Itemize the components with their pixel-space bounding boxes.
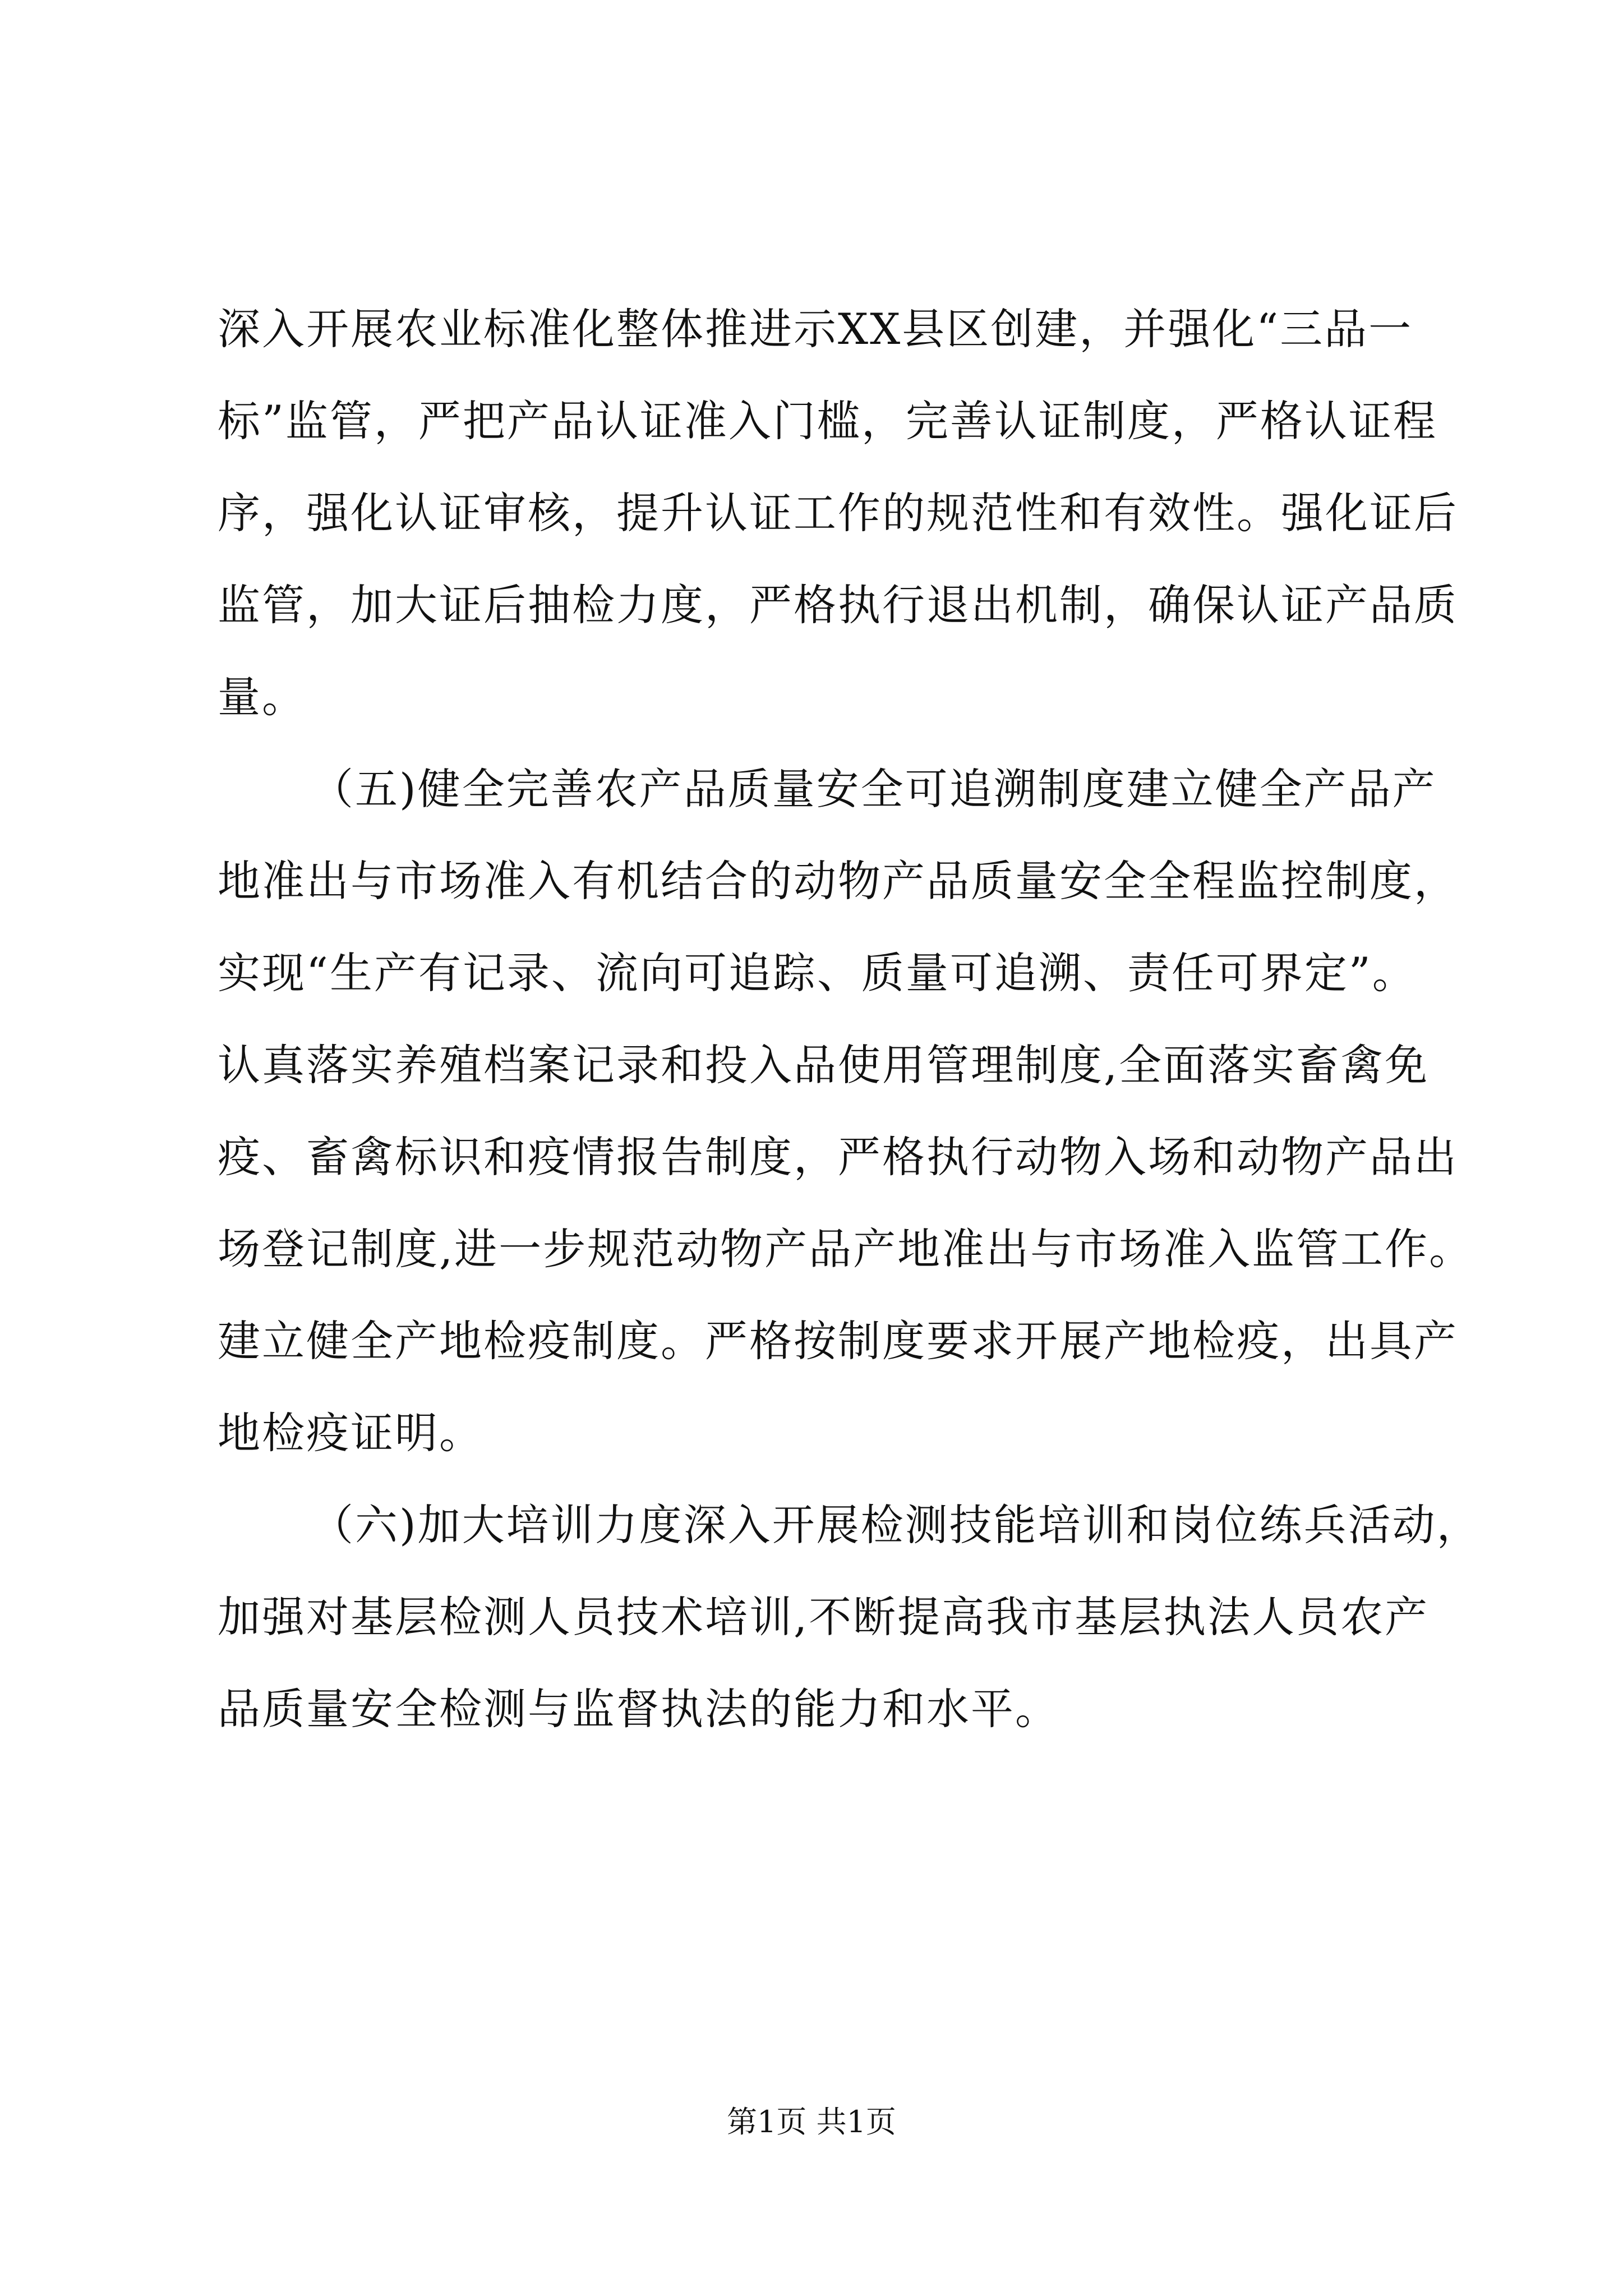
paragraph-line: 疫、畜禽标识和疫情报告制度，严格执行动物入场和动物产品出 <box>218 1132 1458 1182</box>
paragraph-line: 地检疫证明。 <box>218 1408 483 1458</box>
section-6-heading-line: （六)加大培训力度深入开展检测技能培训和岗位练兵活动， <box>311 1500 1481 1550</box>
paragraph-line: 量。 <box>218 672 306 722</box>
paragraph-line: 实现“生产有记录、流向可追踪、质量可追溯、责任可界定”。 <box>218 948 1417 998</box>
paragraph-line: 标”监管，严把产品认证准入门槛，完善认证制度，严格认证程 <box>218 396 1437 446</box>
paragraph-line: 深入开展农业标准化整体推进示XX县区创建，并强化“三品一 <box>218 304 1413 354</box>
section-5-heading-line: （五)健全完善农产品质量安全可追溯制度建立健全产品产 <box>311 764 1437 814</box>
paragraph-line: 场登记制度,进一步规范动物产品产地准出与市场准入监管工作。 <box>218 1224 1474 1274</box>
page-footer: 第1页 共1页 <box>727 2104 896 2139</box>
paragraph-line: 品质量安全检测与监督执法的能力和水平。 <box>218 1684 1059 1734</box>
paragraph-line: 地准出与市场准入有机结合的动物产品质量安全全程监控制度， <box>218 856 1458 906</box>
paragraph-line: 加强对基层检测人员技术培训,不断提高我市基层执法人员农产 <box>218 1592 1430 1642</box>
document-body <box>218 283 1481 1755</box>
paragraph-line: 建立健全产地检疫制度。严格按制度要求开展产地检疫，出具产 <box>218 1316 1458 1366</box>
paragraph-line: 认真落实养殖档案记录和投入品使用管理制度,全面落实畜禽免 <box>218 1040 1430 1090</box>
paragraph-line: 监管，加大证后抽检力度，严格执行退出机制，确保认证产品质 <box>218 580 1458 630</box>
paragraph-line: 序，强化认证审核，提升认证工作的规范性和有效性。强化证后 <box>218 488 1458 538</box>
